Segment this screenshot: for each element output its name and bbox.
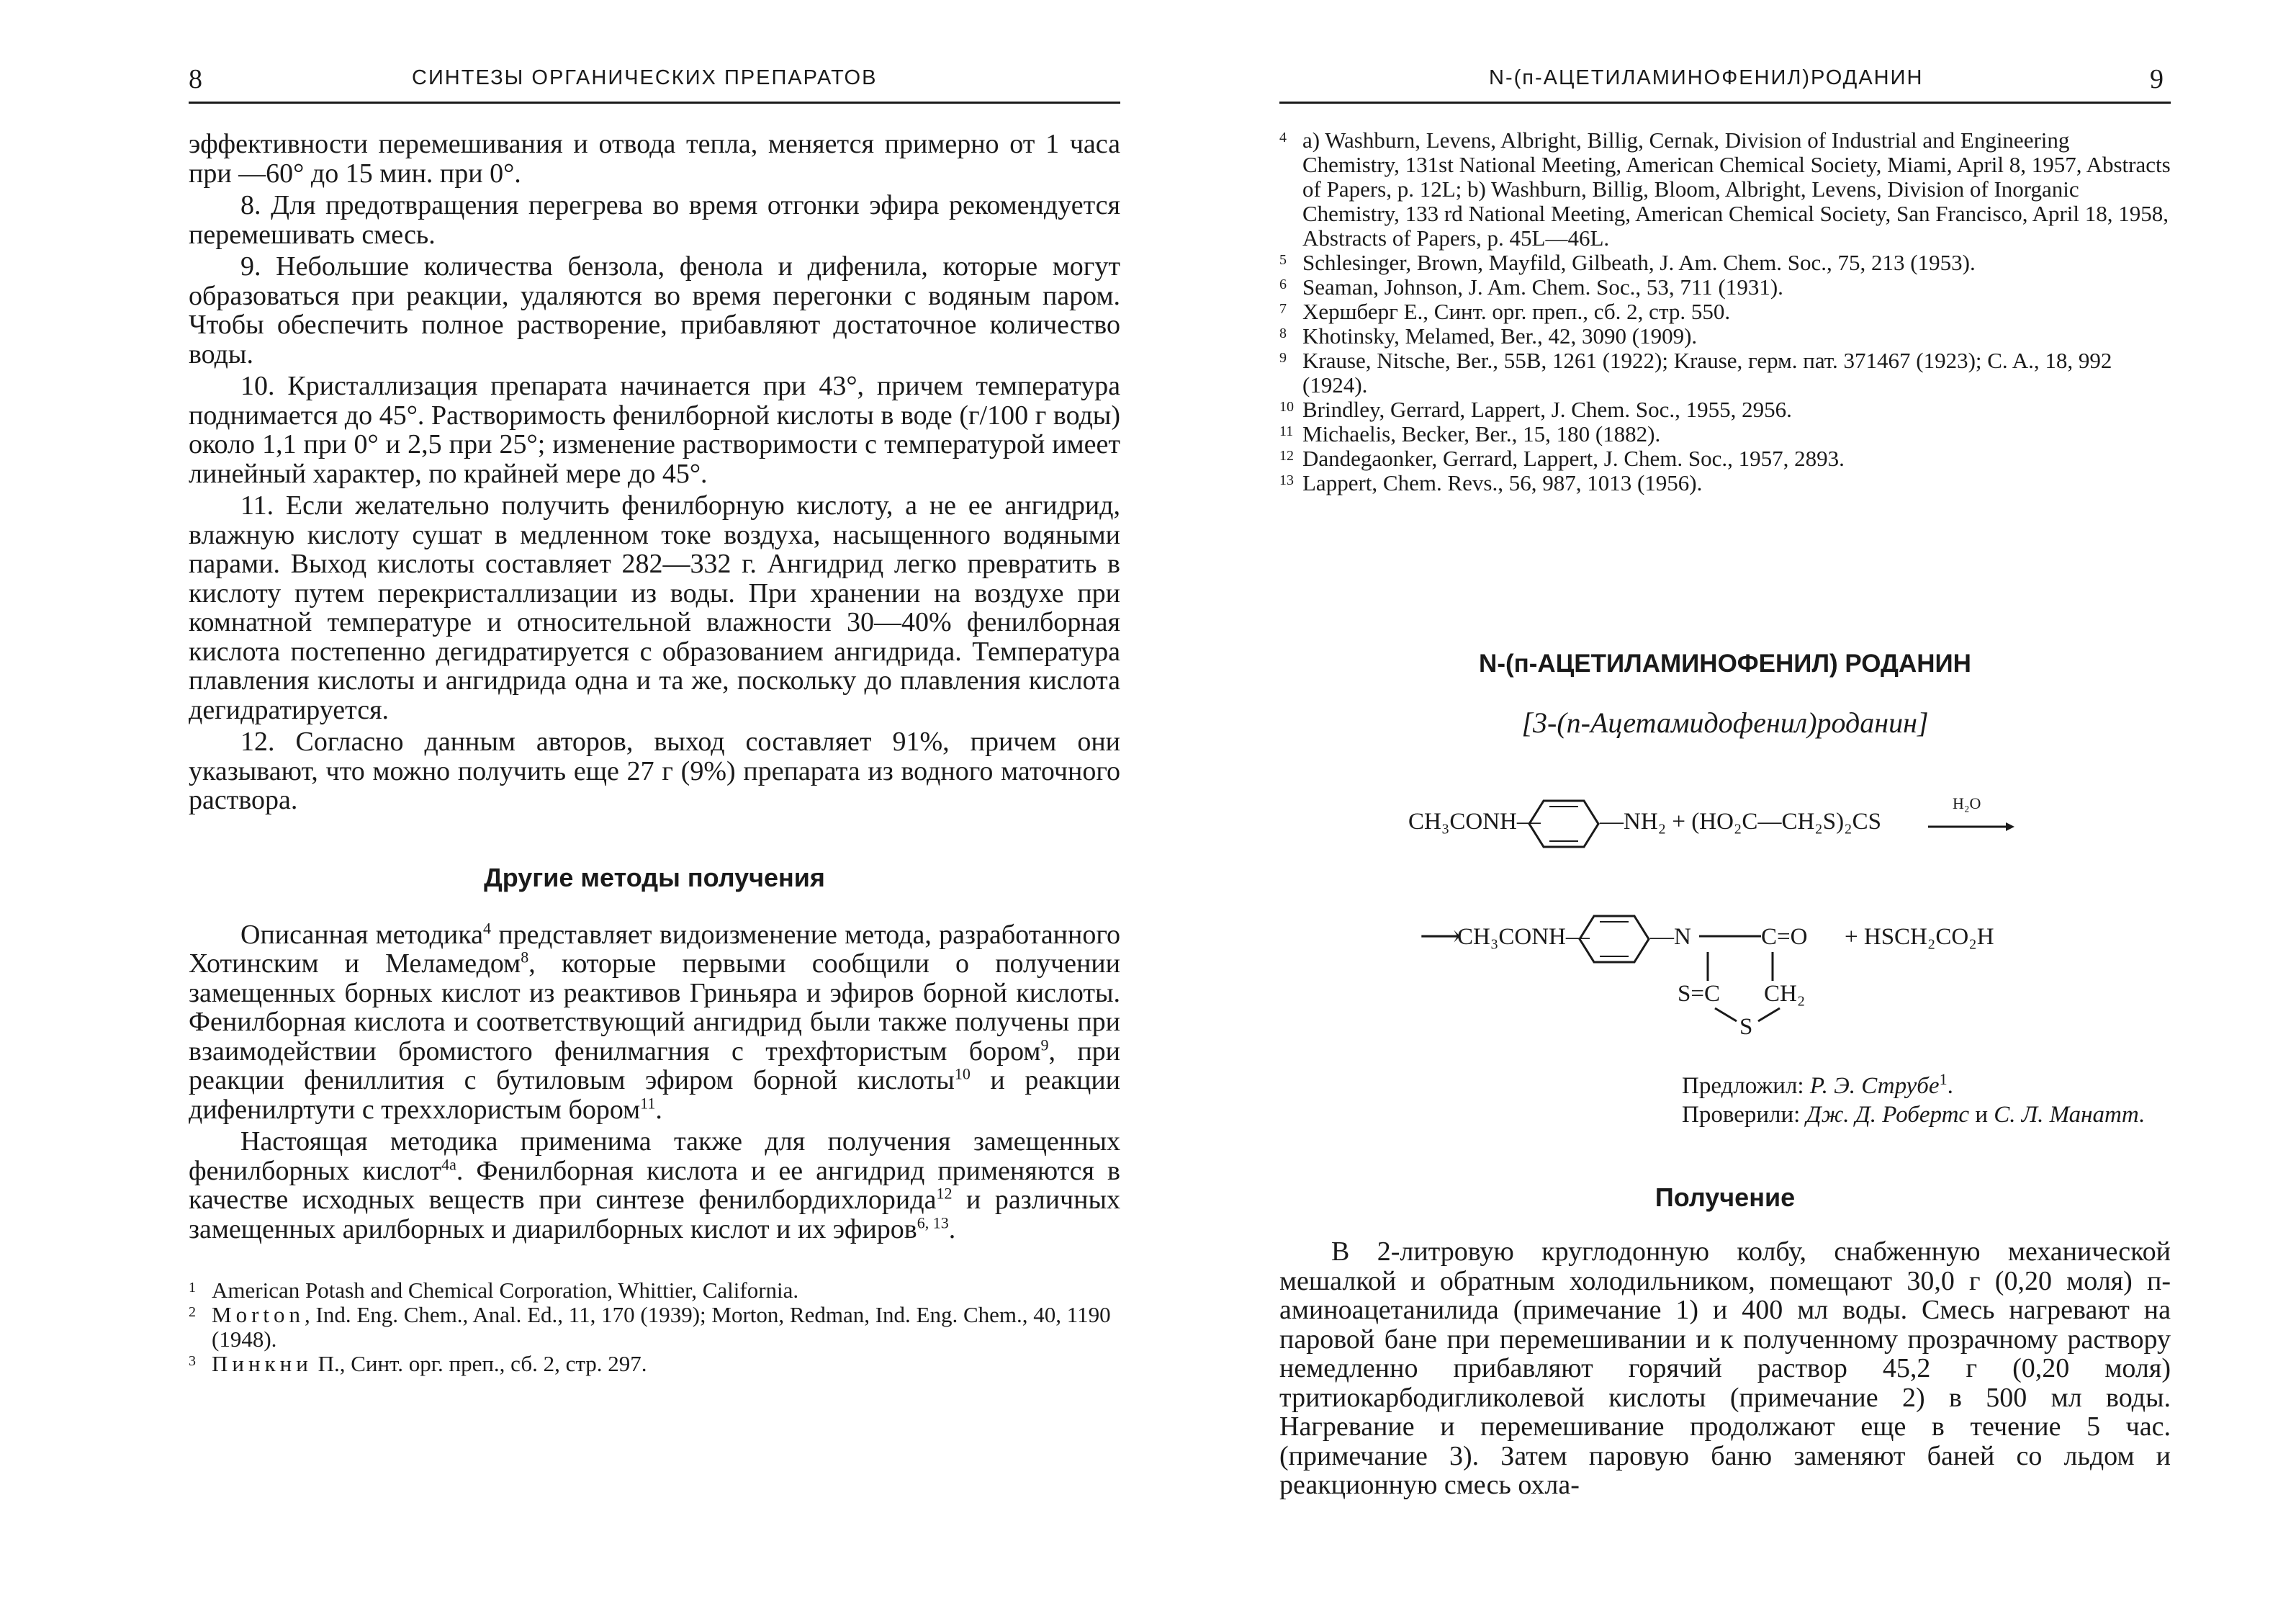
- left-footnotes: [189, 1278, 1120, 1376]
- ref-mark: 8: [521, 948, 529, 966]
- paragraph: эффективности перемешивания и отвода тепла, меняется примерно от 1 часа при —60° до 15 мин. при 0°.: [189, 129, 1120, 189]
- product-acetyl-group: CH₃CONH—: [1457, 924, 1590, 950]
- note-12: 12. Согласно данным авторов, выход составляет 91%, причем они указывают, что можно получить еще 27 г (9%) препарата из водного маточного раствора.: [189, 727, 1120, 815]
- benzene-ring-icon: [1528, 798, 1600, 850]
- header-rule: [1279, 102, 2171, 104]
- other-methods-paragraph-2: Настоящая методика применима также для получения замещенных фенилборных кислот$^{4a}$. Фенилборная кислота и ее ангидрид применяются в качестве исходных веществ при синтезе фенилбордихлорида$^{12}$ и различных замещенных арилборных и диарилборных кислот и их эфиров$^{6, 13}$.: [189, 1126, 1121, 1244]
- compound-title: N-(п-АЦЕТИЛАМИНОФЕНИЛ) РОДАНИН: [1479, 650, 1971, 678]
- credits: [1682, 1072, 2145, 1129]
- left-body-column: [189, 130, 1120, 1376]
- reference-item: 4 a) Washburn, Levens, Albright, Billig, Cernak, Division of Industrial and Engineering Chemistry, 131st National Meeting, American Chemical Society, Miami, April 8, 1957, Abstracts of Papers, p. 12L; b) Washburn, Billig, Bloom, Albright, Levens, Division of Inorganic Chemistry, 133 rd National Meeting, American Chemical Society, San Francisco, April 18, 1958, Abstracts of Papers, p. 45L—46L.: [1279, 127, 2171, 251]
- header-rule: [189, 102, 1120, 104]
- note-11: 11. Если желательно получить фенилборную кислоту, а не ее ангидрид, влажную кислоту сушат в медленном токе воздуха, насыщенного водяными парами. Выход кислоты составляет 282—332 г. Ангидрид легко превратить в кислоту путем перекристаллизации из воды. При хранении на воздухе при комнатной температуре и относительной влажности 30—40% фенилборная кислота постепенно дегидратируется с образованием ангидрида. Температура плавления кислоты и ангидрида одна и та же, поскольку до плавления кислота дегидратируется.: [189, 490, 1120, 725]
- carbonyl-group: C=O: [1761, 924, 1808, 950]
- ref-mark: 10: [954, 1064, 971, 1083]
- reference-item: 11 Michaelis, Becker, Ber., 15, 180 (1882).: [1279, 421, 1661, 446]
- checked-by: Проверили: Дж. Д. Робертс и С. Л. Манатт.: [1682, 1102, 2146, 1128]
- compound-subtitle: [3-(п-Ацетамидофенил)роданин]: [1521, 706, 1929, 739]
- reference-item: 13 Lappert, Chem. Revs., 56, 987, 1013 (1956).: [1279, 470, 1703, 495]
- footnote: 3 Пинкни П., Синт. орг. преп., сб. 2, стр. 297.: [189, 1351, 647, 1376]
- reactant-acetyl-group: CH₃CONH—: [1408, 809, 1541, 835]
- ref-mark: 4: [483, 918, 491, 937]
- page-number: 9: [2150, 64, 2164, 94]
- reference-item: 6 Seaman, Johnson, J. Am. Chem. Soc., 53, 711 (1931).: [1279, 274, 1783, 300]
- references-list: [1279, 128, 2171, 495]
- reference-item: 12 Dandegaonker, Gerrard, Lappert, J. Chem. Soc., 1957, 2893.: [1279, 446, 1845, 471]
- ref-mark: 4a: [441, 1154, 456, 1173]
- footnote: 2 Morton, Ind. Eng. Chem., Anal. Ed., 11, 170 (1939); Morton, Redman, Ind. Eng. Chem., 40, 1190 (1948).: [189, 1302, 1111, 1352]
- ring-nitrogen: —N: [1650, 924, 1691, 950]
- preparation-paragraph: В 2-литровую круглодонную колбу, снабженную механической мешалкой и обратным холодильником, помещают 30,0 г (0,20 моля) п-аминоацетанилида (примечание 1) и 400 мл воды. Смесь нагревают на паровой бане при перемешивании и к полученному прозрачному раствору немедленно прибавляют горячий раствор 45,2 г (0,20 моля) тритиокарбодигликолевой кислоты (примечание 2) в 500 мл воды. Нагревание и перемешивание продолжают еще в течение 5 час. (примечание 3). Затем паровую баню заменяют баней со льдом и реакционную смесь охла-: [1279, 1236, 2171, 1500]
- other-methods-paragraph-1: Описанная методика$^4$ представляет видоизменение метода, разработанного Хотинским и Меламедом$^8$, которые первыми сообщили о получении замещенных борных кислот из реактивов Гриньяра и эфиров борной кислоты. Фенилборная кислота и соответствующий ангидрид были также получены при взаимодействии бромистого фенилмагния с трехфтористым бором$^9$, при реакции фениллития с бутиловым эфиром борной кислоты$^{10}$ и реакции дифенилртути с треххлористым бором$^{11}$.: [189, 918, 1120, 1125]
- thiocarbonyl-group: S=C: [1678, 981, 1720, 1007]
- ref-mark: 6, 13: [917, 1213, 949, 1231]
- product-arrow: ⟶: [1420, 920, 1462, 952]
- ref-mark: 12: [936, 1184, 953, 1203]
- running-title: СИНТЕЗЫ ОРГАНИЧЕСКИХ ПРЕПАРАТОВ: [412, 66, 878, 89]
- ref-mark: 11: [640, 1093, 656, 1112]
- section-heading-other-methods: Другие методы получения: [484, 862, 825, 892]
- right-page: [1148, 0, 2296, 1616]
- benzene-ring-icon: [1578, 913, 1650, 965]
- footnote: 1 American Potash and Chemical Corporation, Whittier, California.: [189, 1278, 799, 1303]
- reference-item: 8 Khotinsky, Melamed, Ber., 42, 3090 (1909).: [1279, 323, 1698, 349]
- note-10: 10. Кристаллизация препарата начинается при 43°, причем температура поднимается до 45°. Растворимость фенилборной кислоты в воде (г/100 г воды) около 1,1 при 0° и 2,5 при 25°; изменение растворимости с температурой имеет линейный характер, по крайней мере до 45°.: [189, 371, 1120, 489]
- reference-item: 5 Schlesinger, Brown, Mayfild, Gilbeath, J. Am. Chem. Soc., 75, 213 (1953).: [1279, 250, 1976, 275]
- section-heading-preparation: Получение: [1655, 1182, 1796, 1212]
- reaction-arrow-icon: [1928, 820, 2014, 834]
- byproduct: + HSCH₂CO₂H: [1845, 924, 1994, 950]
- running-title: N-(п-АЦЕТИЛАМИНОФЕНИЛ)РОДАНИН: [1489, 66, 1924, 89]
- reactant-rest: —NH₂ + (HO₂C—CH₂S)₂CS: [1600, 809, 1882, 835]
- ref-mark: 9: [1040, 1035, 1049, 1054]
- ring-sulfur: S: [1739, 1014, 1753, 1040]
- reference-item: 9 Krause, Nitsche, Ber., 55B, 1261 (1922); Krause, герм. пат. 371467 (1923); C. A., 18, 992 (1924).: [1279, 348, 2112, 398]
- page-number: 8: [189, 64, 202, 94]
- reaction-condition: H₂O: [1953, 794, 1981, 812]
- reference-item: 10 Brindley, Gerrard, Lappert, J. Chem. Soc., 1955, 2956.: [1279, 397, 1792, 422]
- reference-item: 7 Хершберг Е., Синт. орг. преп., сб. 2, стр. 550.: [1279, 299, 1731, 324]
- proposed-by: Предложил: Р. Э. Струбе$^1$.: [1682, 1070, 1953, 1099]
- methylene-group: CH₂: [1764, 981, 1806, 1007]
- note-9: 9. Небольшие количества бензола, фенола и дифенила, которые могут образоваться при реакции, удаляются во время перегонки с водяным паром. Чтобы обеспечить полное растворение, прибавляют достаточное количество воды.: [189, 251, 1120, 369]
- note-8: 8. Для предотвращения перегрева во время отгонки эфира рекомендуется перемешивать смесь.: [189, 190, 1120, 250]
